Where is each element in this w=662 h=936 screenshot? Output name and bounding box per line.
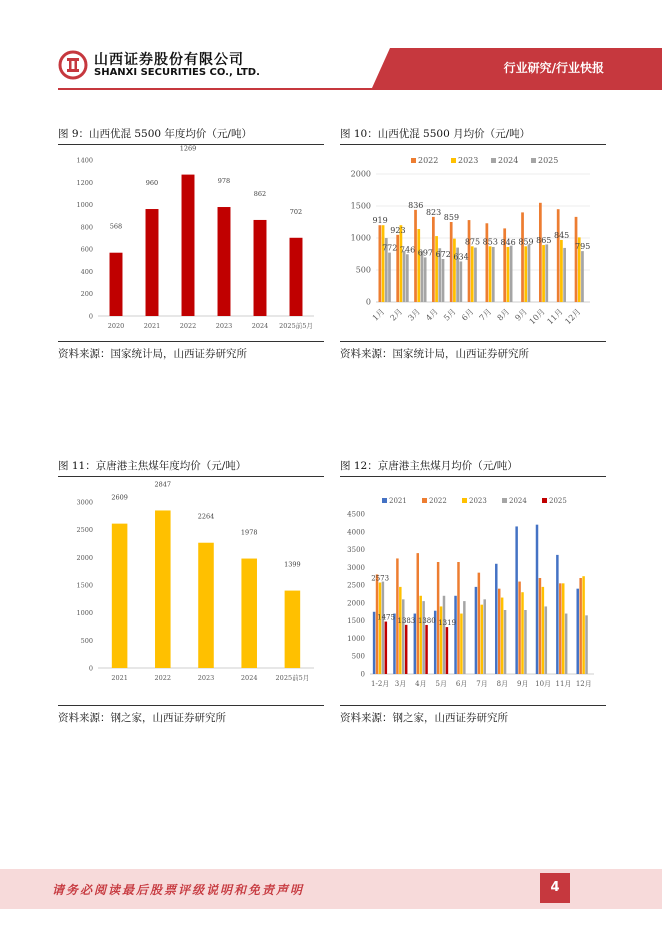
x-tick-label: 12月 [563, 307, 583, 327]
bar [110, 253, 123, 316]
figure-12-source: 资料来源：钢之家，山西证券研究所 [340, 712, 508, 724]
x-tick-label: 9月 [516, 680, 529, 688]
bar [501, 598, 503, 674]
bar [485, 223, 488, 302]
x-tick-label: 2021 [111, 674, 128, 682]
data-label: 853 [482, 237, 498, 247]
bar [528, 244, 531, 302]
bar [521, 212, 524, 302]
figure-10-chart [340, 148, 606, 338]
data-label: 1319 [438, 619, 457, 628]
x-tick-label: 2022 [154, 674, 172, 682]
x-tick-label: 2024 [251, 322, 269, 330]
bar [560, 240, 563, 302]
figure-10-title: 图 10：山西优混 5500 月均价（元/吨） [340, 128, 531, 140]
bar [373, 612, 375, 674]
y-tick-label: 600 [80, 245, 93, 254]
x-tick-label: 2025前5月 [275, 674, 310, 682]
bar [417, 229, 420, 302]
bar [478, 573, 480, 674]
bar [453, 239, 456, 302]
y-tick-label: 2000 [76, 553, 93, 562]
bar [585, 615, 587, 674]
bar [442, 259, 445, 302]
legend-label: 2022 [429, 497, 447, 505]
x-tick-label: 2023 [197, 674, 215, 682]
bar [414, 210, 417, 302]
bar [556, 555, 558, 674]
figure-11-source: 资料来源：钢之家，山西证券研究所 [58, 712, 226, 724]
data-label: 859 [443, 213, 460, 222]
bar [241, 559, 257, 668]
bar [218, 207, 231, 316]
figure-11-title: 图 11：京唐港主焦煤年度均价（元/吨） [58, 460, 247, 472]
data-label: 568 [109, 222, 123, 231]
bar [579, 578, 581, 674]
x-tick-label: 2024 [240, 674, 258, 682]
bar [521, 592, 523, 674]
y-tick-label: 500 [355, 265, 371, 275]
legend-swatch [491, 158, 496, 163]
data-label: 960 [145, 179, 159, 188]
legend-label: 2024 [509, 497, 527, 505]
bar [475, 587, 477, 674]
y-tick-label: 0 [360, 670, 365, 679]
y-tick-label: 4500 [347, 510, 365, 519]
y-tick-label: 500 [351, 652, 365, 661]
y-tick-label: 1200 [76, 178, 93, 187]
bar [421, 251, 424, 302]
bar [399, 587, 401, 674]
figure-9-chart [58, 144, 324, 338]
x-tick-label: 3月 [406, 307, 422, 323]
legend-label: 2022 [418, 156, 439, 165]
data-label: 923 [390, 225, 406, 235]
y-tick-label: 400 [80, 267, 93, 276]
company-name-cn: 山西证券股份有限公司 [94, 52, 244, 68]
bar [563, 248, 566, 302]
figure-10-top-rule [340, 144, 606, 145]
bar [463, 601, 465, 674]
bar [285, 591, 301, 668]
bar [376, 574, 378, 674]
bar [507, 247, 510, 302]
x-tick-label: 2025前5月 [279, 322, 313, 330]
x-tick-label: 1月 [370, 307, 387, 323]
data-label: 634 [453, 252, 469, 262]
data-label: 919 [372, 216, 388, 226]
bar [432, 217, 435, 302]
bar [518, 582, 520, 674]
figure-9-bottom-rule [58, 341, 324, 342]
data-label: 978 [217, 177, 231, 186]
legend-label: 2025 [549, 497, 567, 505]
x-tick-label: 4月 [415, 680, 427, 688]
y-tick-label: 0 [88, 312, 93, 321]
legend-swatch [411, 158, 416, 163]
y-tick-label: 1000 [350, 233, 371, 243]
y-tick-label: 0 [365, 297, 371, 307]
bar [290, 238, 303, 316]
bar [542, 245, 545, 302]
x-tick-label: 5月 [442, 307, 458, 323]
x-tick-label: 7月 [477, 307, 494, 323]
figure-12-chart-svg [340, 488, 606, 698]
figure-9-chart-svg [58, 144, 324, 338]
data-label: 846 [500, 237, 516, 247]
bar [457, 562, 459, 674]
bar [581, 251, 584, 302]
y-tick-label: 0 [88, 664, 93, 673]
y-tick-label: 1500 [347, 617, 365, 626]
bar [498, 589, 500, 674]
bar [474, 248, 477, 302]
bar [510, 246, 513, 302]
data-label: 823 [425, 207, 442, 217]
bar [406, 254, 409, 302]
bar [146, 209, 159, 316]
figure-11-bottom-rule [58, 705, 324, 706]
data-label: 746 [399, 245, 416, 255]
data-label: 795 [575, 242, 591, 252]
y-tick-label: 200 [80, 290, 93, 299]
legend-swatch [542, 498, 547, 503]
figure-12-bottom-rule [340, 705, 606, 706]
x-tick-label: 7月 [476, 680, 488, 688]
bar [495, 564, 497, 674]
data-label: 875 [464, 237, 481, 247]
legend-label: 2023 [469, 497, 487, 505]
x-tick-label: 11月 [555, 680, 572, 688]
bar [382, 582, 384, 674]
legend-swatch [422, 498, 427, 503]
bar [112, 524, 128, 668]
bar [504, 610, 506, 674]
bar [582, 576, 584, 674]
figure-11-top-rule [58, 476, 324, 477]
data-label: 772 [382, 243, 398, 253]
bar [559, 583, 561, 674]
figure-9-title: 图 9：山西优混 5500 年度均价（元/吨） [58, 128, 252, 140]
bar [424, 257, 427, 302]
legend-swatch [462, 498, 467, 503]
bar [443, 596, 445, 674]
data-label: 1399 [284, 560, 301, 569]
bar [417, 553, 419, 674]
bar [437, 562, 439, 674]
x-tick-label: 2023 [215, 322, 233, 330]
bar [576, 589, 578, 674]
x-tick-label: 6月 [459, 307, 476, 323]
y-tick-label: 2500 [76, 526, 93, 535]
bar [403, 251, 406, 302]
data-label: 2609 [111, 493, 128, 502]
y-tick-label: 1400 [76, 156, 93, 165]
bar [489, 246, 492, 302]
bar [454, 596, 456, 674]
y-tick-label: 1500 [350, 201, 371, 211]
y-tick-label: 2500 [347, 581, 365, 590]
bar [182, 175, 195, 316]
bar [435, 236, 438, 302]
data-label: 672 [435, 249, 451, 259]
bar [425, 625, 427, 674]
bar [378, 225, 381, 302]
x-tick-label: 3月 [394, 680, 407, 688]
bar [545, 244, 548, 302]
data-label: 2847 [154, 480, 172, 489]
x-tick-label: 2022 [179, 322, 197, 330]
legend-swatch [451, 158, 456, 163]
bar [557, 209, 560, 302]
x-tick-label: 1-2月 [371, 680, 390, 688]
figure-12-title: 图 12：京唐港主焦煤月均价（元/吨） [340, 460, 518, 472]
bar [379, 583, 381, 674]
bar [471, 246, 474, 302]
y-tick-label: 4000 [347, 528, 365, 537]
bar [460, 614, 462, 674]
data-label: 1978 [240, 528, 258, 537]
figure-10-source: 资料来源：国家统计局，山西证券研究所 [340, 348, 529, 360]
data-label: 862 [253, 189, 267, 198]
legend-label: 2021 [389, 497, 407, 505]
legend-label: 2023 [458, 156, 479, 165]
data-label: 845 [554, 230, 570, 240]
bar [382, 225, 385, 302]
x-tick-label: 6月 [455, 680, 468, 688]
x-tick-label: 4月 [424, 307, 440, 323]
header-divider [58, 88, 662, 90]
data-label: 702 [289, 207, 303, 216]
figure-10-chart-svg [340, 148, 606, 338]
data-label: 697 [417, 248, 434, 258]
bar [481, 605, 483, 674]
data-label: 1383 [397, 616, 416, 625]
x-tick-label: 2月 [388, 307, 405, 323]
bar [545, 606, 547, 674]
y-tick-label: 500 [80, 636, 93, 645]
bar [446, 627, 448, 674]
figure-12-chart [340, 488, 606, 698]
bar [536, 525, 538, 674]
bar [539, 578, 541, 674]
bar [450, 222, 453, 302]
bar [562, 583, 564, 674]
legend-swatch [531, 158, 536, 163]
x-tick-label: 10月 [527, 307, 547, 327]
bar [198, 543, 214, 668]
bar [524, 246, 527, 302]
legend-swatch [382, 498, 387, 503]
company-name-en: SHANXI SECURITIES CO., LTD. [94, 67, 260, 78]
data-label: 2573 [371, 574, 390, 583]
x-tick-label: 11月 [545, 307, 565, 327]
bar [385, 622, 387, 674]
legend-label: 2024 [498, 156, 519, 165]
data-label: 859 [518, 237, 534, 247]
y-tick-label: 2000 [350, 169, 371, 179]
figure-9-source: 资料来源：国家统计局，山西证券研究所 [58, 348, 247, 360]
x-tick-label: 5月 [435, 680, 448, 688]
y-tick-label: 800 [80, 223, 93, 232]
bar [483, 599, 485, 674]
x-tick-label: 2021 [143, 322, 161, 330]
bar [388, 253, 391, 302]
y-tick-label: 2000 [347, 599, 365, 608]
bar [419, 596, 421, 674]
figure-11-chart-svg [58, 480, 324, 698]
x-tick-label: 2020 [107, 322, 125, 330]
y-tick-label: 3000 [76, 498, 93, 507]
y-tick-label: 1000 [76, 609, 93, 618]
data-label: 1475 [377, 613, 395, 622]
x-tick-label: 12月 [575, 680, 592, 688]
x-tick-label: 8月 [496, 680, 509, 688]
figure-11-chart [58, 480, 324, 698]
bar [402, 599, 404, 674]
bar [400, 225, 403, 302]
data-label: 865 [536, 236, 552, 246]
page-header [0, 0, 662, 92]
bar [393, 614, 395, 674]
bar [515, 526, 517, 674]
data-label: 1380 [417, 616, 436, 625]
legend-label: 2025 [538, 156, 559, 165]
bar [492, 247, 495, 302]
y-tick-label: 1000 [347, 634, 365, 643]
bar [575, 217, 578, 302]
disclaimer-link[interactable]: 请务必阅读最后股票评级说明和免责声明 [52, 883, 305, 897]
x-tick-label: 10月 [535, 680, 552, 688]
bar [459, 261, 462, 302]
data-label: 2264 [197, 512, 215, 521]
y-tick-label: 1000 [76, 201, 93, 210]
bar [565, 614, 567, 674]
y-tick-label: 3500 [347, 546, 365, 555]
figure-12-top-rule [340, 476, 606, 477]
page-number: 4 [540, 873, 570, 903]
x-tick-label: 8月 [495, 307, 512, 323]
data-label: 836 [408, 200, 424, 210]
data-label: 1269 [179, 144, 197, 153]
x-tick-label: 9月 [513, 307, 529, 323]
bar [539, 203, 542, 302]
y-tick-label: 3000 [347, 563, 365, 572]
report-type-label: 行业研究/行业快报 [503, 61, 604, 75]
bar [542, 587, 544, 674]
figure-10-bottom-rule [340, 341, 606, 342]
bar [254, 220, 267, 316]
bar [524, 610, 526, 674]
legend-swatch [502, 498, 507, 503]
y-tick-label: 1500 [76, 581, 93, 590]
bar [405, 625, 407, 674]
bar [440, 606, 442, 674]
bar [422, 601, 424, 674]
bar [155, 510, 171, 668]
company-logo-icon [58, 50, 88, 80]
